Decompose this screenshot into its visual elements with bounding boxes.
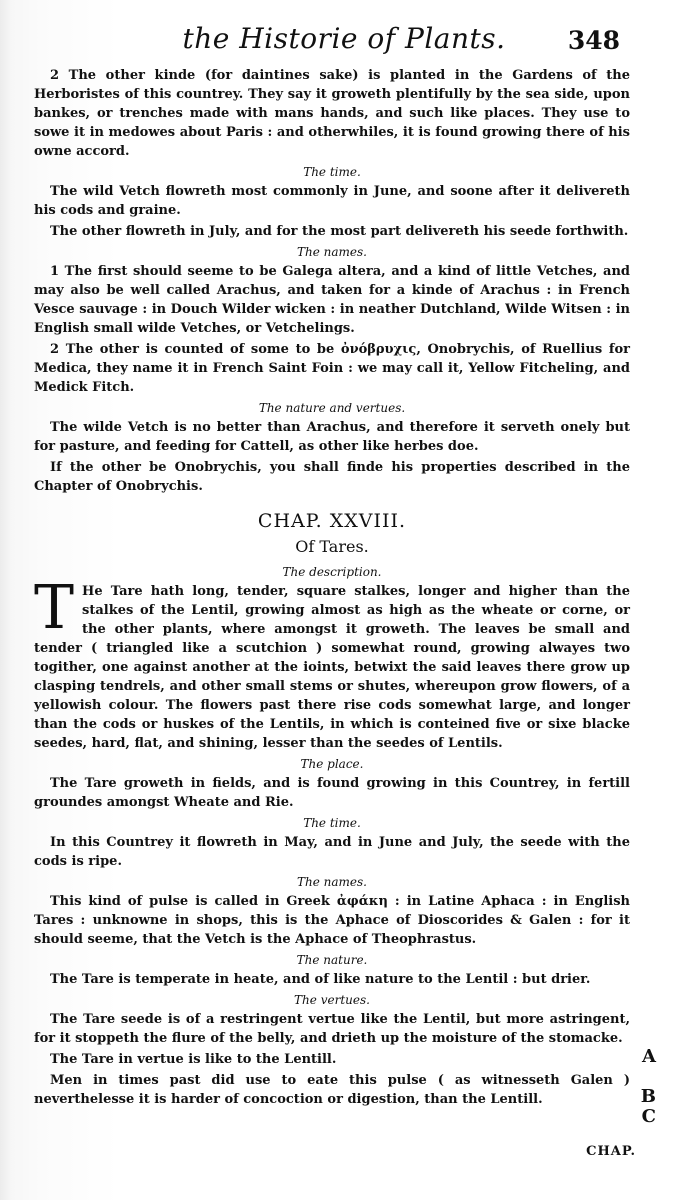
subheading-names: The names. (297, 245, 367, 259)
subheading-nature: The nature. (296, 953, 368, 967)
page-number: 348 (567, 26, 620, 55)
paragraph-time-other: The other flowreth in July, and for the most part delivereth his seede forthwith. (50, 224, 629, 239)
paragraph-names-first: 1 The first should seeme to be Galega altera, and a kind of little Vetches, and may also be well called Arachus, and taken for a kinde of Arachus : in French Vesce sauvage : in Douch Wilder wicken : in neather Dutchland, Wilde Witsen : in English small wilde Vetches, or Vetchelings. (34, 264, 630, 336)
margin-letter-a: A (642, 1046, 656, 1067)
paragraph-names-second: 2 The other is counted of some to be ὀνόβρυχις, Onobrychis, of Ruellius for Medica, they name it in French Saint Foin : we may call it, Yellow Fitcheling, and Medick Fitch. (34, 342, 630, 395)
paragraph-vertues-onobrychis: If the other be Onobrychis, you shall finde his properties described in the Chapter of Onobrychis. (34, 460, 630, 494)
paragraph-time-wild-vetch: The wild Vetch flowreth most commonly in June, and soone after it delivereth his cods and graine. (34, 184, 630, 218)
paragraph-vertues-b: The Tare in vertue is like to the Lentill. (50, 1052, 337, 1067)
margin-letter-c: C (641, 1106, 656, 1127)
margin-letter-b: B (640, 1086, 656, 1107)
chapter-number: CHAP. XXVIII. (257, 510, 407, 532)
description-text: He Tare hath long, tender, square stalkes, longer and higher than the stalkes of the Lentil, growing almost as high as the wheate or corne, or the other plants, where amongst it groweth. The leaves be small and tender ( triangled like a scutchion ) somewhat round, growing alwayes two togither, one against another at the ioints, betwixt the said leaves there grow up clasping tendrels, and other small stems or shutes, whereupon grow flowers, of a yellowish colour. The flowers past there rise cods somewhat large, and longer than the cods or huskes of the Lentils, in which is conteined five or sixe blacke seedes, hard, flat, and shining, lesser than the seedes of Lentils. (34, 584, 630, 751)
subheading-nature-vertues: The nature and vertues. (258, 401, 406, 415)
page-body (34, 66, 630, 1111)
drop-cap: T (34, 573, 75, 643)
catchword: CHAP. (586, 1144, 636, 1159)
paragraph-vertues-a: The Tare seede is of a restringent vertue like the Lentil, but more astringent, for it stoppeth the flure of the belly, and drieth up the moisture of the stomacke. (34, 1012, 630, 1046)
subheading-place: The place. (300, 757, 364, 771)
paragraph-place: The Tare groweth in fields, and is found growing in this Countrey, in fertill groundes amongst Wheate and Rie. (34, 776, 630, 810)
paragraph-nature: The Tare is temperate in heate, and of like nature to the Lentil : but drier. (50, 972, 591, 987)
subheading-time: The time. (303, 165, 361, 179)
subheading-vertues: The vertues. (294, 993, 370, 1007)
running-title: the Historie of Plants. (182, 22, 506, 55)
subheading-description: The description. (282, 565, 382, 579)
chapter-title: Of Tares. (295, 537, 369, 556)
paragraph-place-second-kind: 2 The other kinde (for daintines sake) is planted in the Gardens of the Herboristes of this countrey. They say it groweth plentifully by the sea side, upon bankes, or trenches made with mans hands, and such like places. They use to sowe it in medowes about Paris : and otherwhiles, it is found growing there of his owne accord. (34, 68, 630, 159)
paragraph-vertues-wild-vetch: The wilde Vetch is no better than Arachus, and therefore it serveth onely but for pasture, and feeding for Cattell, as other like herbes doe. (34, 420, 630, 454)
paragraph-vertues-c: Men in times past did use to eate this pulse ( as witnesseth Galen ) neverthelesse it is harder of concoction or digestion, than the Lentill. (34, 1073, 630, 1107)
paragraph-names-tares: This kind of pulse is called in Greek ἀφάκη : in Latine Aphaca : in English Tares : unknowne in shops, this is the Aphace of Dioscorides & Galen : for it should seeme, that the Vetch is the Aphace of Theophrastus. (34, 894, 630, 947)
paragraph-time-tares: In this Countrey it flowreth in May, and in June and July, the seede with the cods is ripe. (34, 835, 630, 869)
subheading-names-tares: The names. (297, 875, 367, 889)
paragraph-description (34, 573, 630, 753)
subheading-time-tares: The time. (303, 816, 361, 830)
